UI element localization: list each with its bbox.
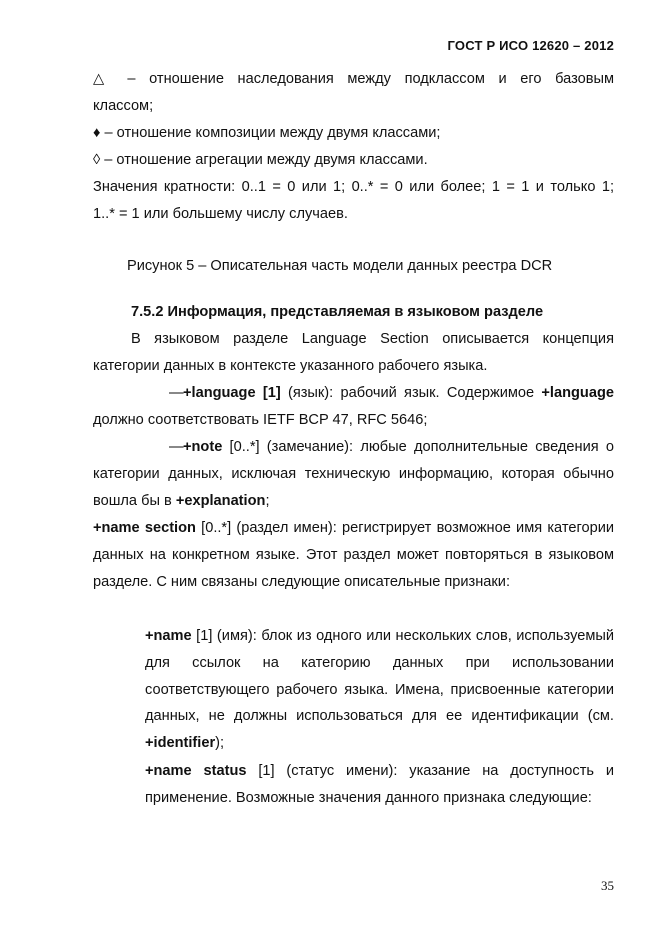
- name-section-term: +name section: [93, 520, 196, 536]
- explanation-term: +explanation: [175, 492, 266, 509]
- name-text-end: );: [215, 735, 225, 752]
- figure-caption: Рисунок 5 – Описательная часть модели данных реестра DCR: [127, 258, 553, 274]
- language-item: [93, 380, 614, 434]
- legend-multiplicity: Значения кратности: 0..1 = 0 или 1; 0..* = 0 или более; 1 = 1 и только 1;: [93, 179, 614, 195]
- legend-inheritance-cont: классом;: [93, 98, 154, 114]
- language-term: +language [1]: [183, 385, 281, 401]
- language-text: (язык): рабочий язык. Содержимое: [280, 385, 542, 401]
- note-item: [93, 434, 614, 514]
- name-section-text: [0..*] (раздел имен): регистрирует возможное имя категории данных на конкретном языке. Этот раздел может повторяться в языковом разделе. С ним связаны следующие описательные признаки:: [93, 520, 615, 590]
- note-text-end: ;: [265, 492, 270, 509]
- language-text-cont: должно соответствовать IETF BCP 47, RFC 5646;: [93, 411, 428, 428]
- note-term: +note: [183, 439, 223, 455]
- legend-composition: ♦ – отношение композиции между двумя классами;: [93, 125, 441, 141]
- name-item: [145, 623, 614, 757]
- identifier-term: +identifier: [145, 735, 216, 752]
- list-dash: —: [169, 385, 184, 401]
- name-status-item: [145, 758, 614, 812]
- note-text: [0..*] (замечание): любые дополнительные сведения о категории данных, исключая техническую информацию, которая обычно вошла бы в: [93, 439, 614, 509]
- name-text: [1] (имя): блок из одного или нескольких слов, используемый для ссылок на категорию данных при использовании соответствующего рабочего языка. Имена, присвоенные категории данных, не должны использоваться для ее идентификации (см.: [145, 628, 614, 725]
- language-term-ref: +language: [541, 385, 614, 401]
- name-section-paragraph: [93, 515, 614, 595]
- page-header: ГОСТ Р ИСО 12620 – 2012: [447, 38, 614, 53]
- legend-aggregation: ◊ – отношение агрегации между двумя классами.: [93, 152, 428, 168]
- list-dash: —: [169, 439, 184, 455]
- legend-inheritance: △ – отношение наследования между подклассом и его базовым: [93, 71, 614, 87]
- name-term: +name: [145, 628, 192, 644]
- page-number: 35: [601, 878, 614, 893]
- section-heading: 7.5.2 Информация, представляемая в языковом разделе: [131, 304, 544, 320]
- intro-paragraph: В языковом разделе Language Section описывается концепция категории данных в контексте указанного рабочего языка.: [93, 331, 614, 374]
- legend-multiplicity-cont: 1..* = 1 или большему числу случаев.: [93, 206, 348, 222]
- name-status-text: [1] (статус имени): указание на доступность и применение. Возможные значения данного признака следующие:: [145, 763, 614, 806]
- name-status-term: +name status: [145, 763, 247, 779]
